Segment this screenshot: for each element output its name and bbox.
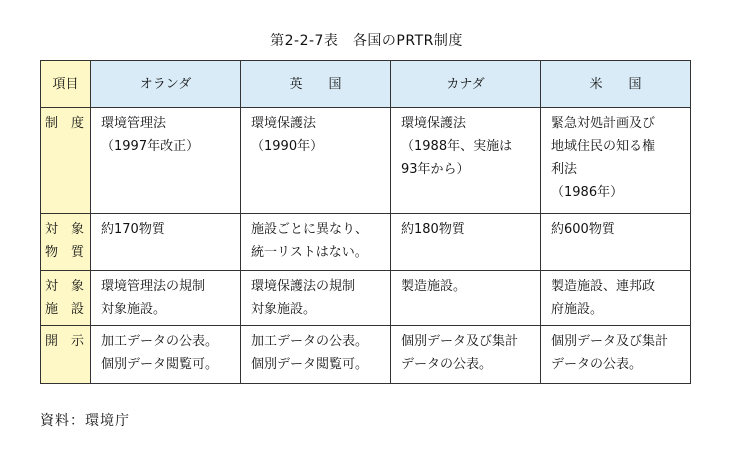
table-cell — [541, 326, 691, 384]
table-cell — [91, 326, 241, 384]
cell-text: 環境保護法の規制 対象施設。 — [251, 279, 356, 317]
cell-text: 環境保護法 （1988年、実施は 93年から） — [401, 116, 513, 177]
cell-text: 環境管理法の規制 対象施設。 — [101, 279, 206, 317]
table-title: 第2-2-7表 各国のPRTR制度 — [270, 33, 463, 49]
source-note: 資料：環境庁 — [40, 413, 130, 429]
table-cell — [241, 271, 391, 326]
column-header-usa: 米 国 — [541, 61, 691, 108]
column-header-canada: カナダ — [391, 61, 541, 108]
row-header-disclosure — [41, 326, 91, 384]
table-row-system — [41, 108, 691, 214]
table-cell — [541, 271, 691, 326]
table-cell — [391, 326, 541, 384]
cell-text: 加工データの公表。 個別データ閲覧可。 — [251, 334, 369, 372]
cell-text: 約600物質 — [551, 222, 615, 237]
table-cell — [241, 214, 391, 271]
table-cell — [91, 214, 241, 271]
table-row-facilities — [41, 271, 691, 326]
table-cell — [391, 214, 541, 271]
row-label: 対 象 物 質 — [45, 222, 85, 260]
cell-text: 個別データ及び集計 データの公表。 — [551, 334, 669, 372]
table-row-substances — [41, 214, 691, 271]
prtr-comparison-table — [40, 60, 691, 384]
cell-text: 緊急対処計画及び 地域住民の知る権 利法 （1986年） — [551, 116, 656, 200]
row-header-facilities — [41, 271, 91, 326]
row-header-system — [41, 108, 91, 214]
cell-text: 施設ごとに異なり、 統一リストはない。 — [251, 222, 369, 260]
cell-text: 環境管理法 （1997年改正） — [101, 116, 200, 154]
cell-text: 製造施設。 — [401, 279, 467, 294]
row-label: 対 象 施 設 — [45, 279, 85, 317]
table-cell — [241, 108, 391, 214]
cell-text: 約180物質 — [401, 222, 465, 237]
cell-text: 約170物質 — [101, 222, 165, 237]
table-header-row — [41, 61, 691, 108]
table-cell — [91, 108, 241, 214]
corner-header: 項目 — [41, 61, 91, 108]
row-label: 開 示 — [45, 334, 85, 349]
table-cell — [541, 214, 691, 271]
cell-text: 加工データの公表。 個別データ閲覧可。 — [101, 334, 219, 372]
table-cell — [391, 108, 541, 214]
cell-text: 製造施設、連邦政 府施設。 — [551, 279, 656, 317]
row-label: 制 度 — [45, 116, 85, 131]
table-cell — [391, 271, 541, 326]
cell-text: 環境保護法 （1990年） — [251, 116, 324, 154]
row-header-substances — [41, 214, 91, 271]
table-cell — [91, 271, 241, 326]
cell-text: 個別データ及び集計 データの公表。 — [401, 334, 519, 372]
table-cell — [241, 326, 391, 384]
table-cell — [541, 108, 691, 214]
table-row-disclosure — [41, 326, 691, 384]
column-header-uk: 英 国 — [241, 61, 391, 108]
column-header-netherlands: オランダ — [91, 61, 241, 108]
